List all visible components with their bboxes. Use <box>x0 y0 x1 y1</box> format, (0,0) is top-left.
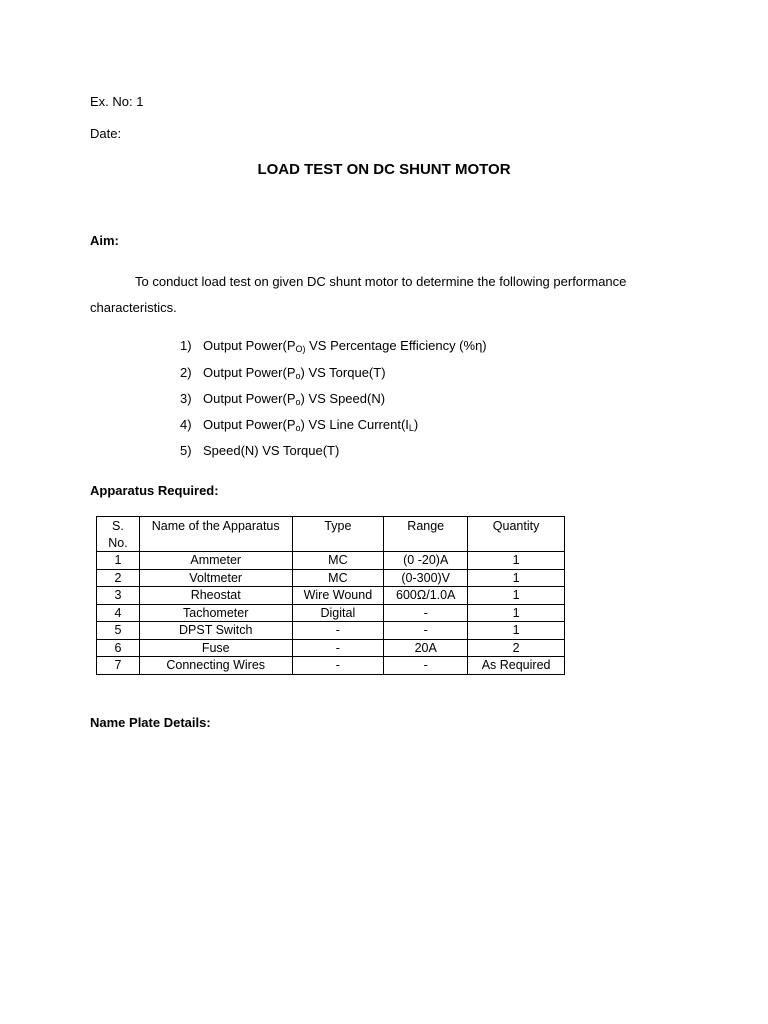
table-cell: Connecting Wires <box>139 657 292 675</box>
table-cell: 2 <box>97 569 140 587</box>
table-cell: 1 <box>468 587 565 605</box>
table-cell: 1 <box>97 552 140 570</box>
table-cell: 1 <box>468 552 565 570</box>
table-cell: As Required <box>468 657 565 675</box>
apparatus-table <box>96 516 565 675</box>
exercise-number: Ex. No: 1 <box>90 94 144 109</box>
table-cell: (0-300)V <box>384 569 468 587</box>
table-cell: MC <box>292 569 384 587</box>
table-cell: 1 <box>468 604 565 622</box>
page-title: LOAD TEST ON DC SHUNT MOTOR <box>257 161 511 178</box>
table-cell: 4 <box>97 604 140 622</box>
table-cell: - <box>292 657 384 675</box>
table-cell: 1 <box>468 569 565 587</box>
table-cell: 1 <box>468 622 565 640</box>
table-cell: 6 <box>97 639 140 657</box>
table-cell: - <box>292 622 384 640</box>
table-row <box>97 639 565 657</box>
list-item: 3) Output $Power(P_o)$ VS Speed(N) <box>180 391 386 407</box>
column-header-name: Name of the Apparatus <box>139 517 292 552</box>
list-item: 4) Output $Power(P_o)$ VS Line $Current(I_L)$ <box>180 417 419 433</box>
list-item: 5) Speed(N) VS Torque(T) <box>180 443 340 458</box>
table-cell: 3 <box>97 587 140 605</box>
table-cell: - <box>292 639 384 657</box>
list-item: 2) Output $Power(P_o)$ VS Torque(T) <box>180 365 386 381</box>
table-cell: MC <box>292 552 384 570</box>
aim-paragraph-line1: To conduct load test on given DC shunt motor to determine the following performance <box>135 274 627 289</box>
table-cell: 20A <box>384 639 468 657</box>
list-item: 1) Output $Power(P_{O)}$ VS Percentage Efficiency (%η) <box>180 338 487 354</box>
table-header-row <box>97 517 565 552</box>
apparatus-heading: Apparatus Required: <box>90 483 219 498</box>
name-plate-heading: Name Plate Details: <box>90 715 211 730</box>
column-header-type: Type <box>292 517 384 552</box>
table-cell: (0 -20)A <box>384 552 468 570</box>
table-cell: - <box>384 604 468 622</box>
table-cell: Voltmeter <box>139 569 292 587</box>
date-label: Date: <box>90 126 122 141</box>
table-cell: Rheostat <box>139 587 292 605</box>
aim-heading: Aim: <box>90 233 119 248</box>
table-cell: - <box>384 622 468 640</box>
table-cell: Fuse <box>139 639 292 657</box>
table-row <box>97 569 565 587</box>
column-header-range: Range <box>384 517 468 552</box>
table-cell: DPST Switch <box>139 622 292 640</box>
table-row <box>97 657 565 675</box>
column-header-quantity: Quantity <box>468 517 565 552</box>
table-cell: 600Ω/1.0A <box>384 587 468 605</box>
table-cell: Ammeter <box>139 552 292 570</box>
table-cell: 2 <box>468 639 565 657</box>
table-cell: 5 <box>97 622 140 640</box>
table-row <box>97 587 565 605</box>
table-cell: Digital <box>292 604 384 622</box>
table-cell: - <box>384 657 468 675</box>
table-row <box>97 604 565 622</box>
table-row <box>97 552 565 570</box>
table-cell: 7 <box>97 657 140 675</box>
table-cell: Wire Wound <box>292 587 384 605</box>
table-row <box>97 622 565 640</box>
column-header-sno: S. No. <box>97 517 140 552</box>
aim-paragraph-line2: characteristics. <box>90 300 177 315</box>
table-cell: Tachometer <box>139 604 292 622</box>
